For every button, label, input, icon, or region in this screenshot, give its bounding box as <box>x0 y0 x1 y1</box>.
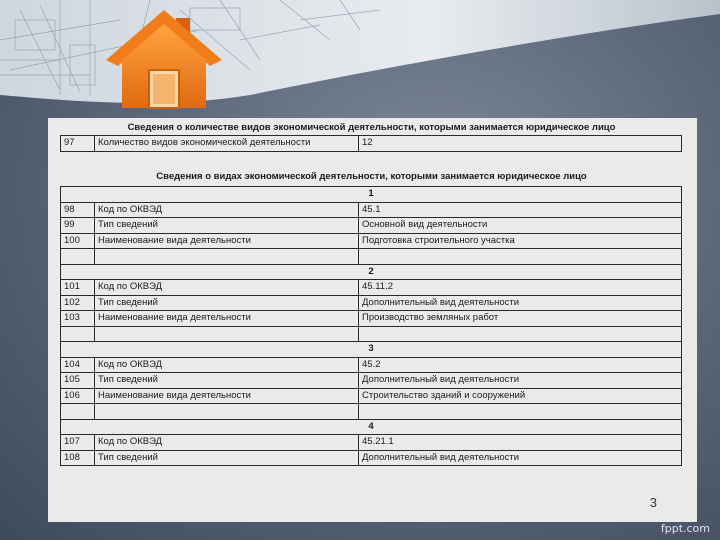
house-icon <box>104 8 224 110</box>
row-value: Основной вид деятельности <box>359 218 682 234</box>
table-row <box>61 218 682 234</box>
row-number: 107 <box>61 435 95 451</box>
row-number: 98 <box>61 202 95 218</box>
table-row <box>61 295 682 311</box>
row-value: 45.11.2 <box>359 280 682 296</box>
group-header-row <box>61 419 682 435</box>
row-value: 45.1 <box>359 202 682 218</box>
row-label <box>95 249 359 265</box>
group-header-row <box>61 342 682 358</box>
row-value: 45.2 <box>359 357 682 373</box>
table-row <box>61 202 682 218</box>
row-value <box>359 326 682 342</box>
row-number: 108 <box>61 450 95 466</box>
row-value <box>359 404 682 420</box>
table-row <box>61 388 682 404</box>
row-label <box>95 404 359 420</box>
row-number: 105 <box>61 373 95 389</box>
row-label: Наименование вида деятельности <box>95 388 359 404</box>
section1-title: Сведения о количестве видов экономической деятельности, которыми занимается юридическое лицо <box>127 122 616 133</box>
table-row <box>61 435 682 451</box>
row-value: Дополнительный вид деятельности <box>359 295 682 311</box>
row-label: Тип сведений <box>95 373 359 389</box>
row-number: 101 <box>61 280 95 296</box>
page-number: 3 <box>649 495 657 510</box>
row-label: Количество видов экономической деятельности <box>95 136 359 152</box>
row-number: 103 <box>61 311 95 327</box>
row-number: 104 <box>61 357 95 373</box>
row-label: Тип сведений <box>95 450 359 466</box>
row-value: Дополнительный вид деятельности <box>359 373 682 389</box>
group-header-row <box>61 264 682 280</box>
table-row <box>61 311 682 327</box>
group-number: 3 <box>61 342 682 358</box>
row-number <box>61 404 95 420</box>
row-value <box>359 249 682 265</box>
group-number: 1 <box>61 187 682 203</box>
group-header-row <box>61 187 682 203</box>
row-label <box>95 326 359 342</box>
row-number: 106 <box>61 388 95 404</box>
row-label: Наименование вида деятельности <box>95 311 359 327</box>
row-label: Код по ОКВЭД <box>95 280 359 296</box>
section2-title: Сведения о видах экономической деятельности, которыми занимается юридическое лицо <box>156 171 587 182</box>
row-label: Код по ОКВЭД <box>95 357 359 373</box>
row-label: Код по ОКВЭД <box>95 435 359 451</box>
table-row <box>61 373 682 389</box>
table-row <box>61 357 682 373</box>
group-number: 4 <box>61 419 682 435</box>
row-number: 102 <box>61 295 95 311</box>
table-row <box>61 249 682 265</box>
row-number: 100 <box>61 233 95 249</box>
row-value: Производство земляных работ <box>359 311 682 327</box>
table-row <box>61 233 682 249</box>
table-row <box>61 450 682 466</box>
row-value: 45.21.1 <box>359 435 682 451</box>
row-value: Подготовка строительного участка <box>359 233 682 249</box>
table-row <box>61 136 682 152</box>
row-label: Код по ОКВЭД <box>95 202 359 218</box>
row-label: Тип сведений <box>95 295 359 311</box>
group-number: 2 <box>61 264 682 280</box>
row-label: Тип сведений <box>95 218 359 234</box>
row-number <box>61 249 95 265</box>
table-row <box>61 326 682 342</box>
watermark-text: fppt.com <box>660 522 710 535</box>
section1-table <box>60 135 682 152</box>
section2-table <box>60 186 682 466</box>
row-value: Дополнительный вид деятельности <box>359 450 682 466</box>
table-row <box>61 404 682 420</box>
table-row <box>61 280 682 296</box>
scanned-document <box>48 118 697 522</box>
row-number <box>61 326 95 342</box>
row-number: 99 <box>61 218 95 234</box>
row-number: 97 <box>61 136 95 152</box>
row-value: Строительство зданий и сооружений <box>359 388 682 404</box>
row-label: Наименование вида деятельности <box>95 233 359 249</box>
row-value: 12 <box>359 136 682 152</box>
